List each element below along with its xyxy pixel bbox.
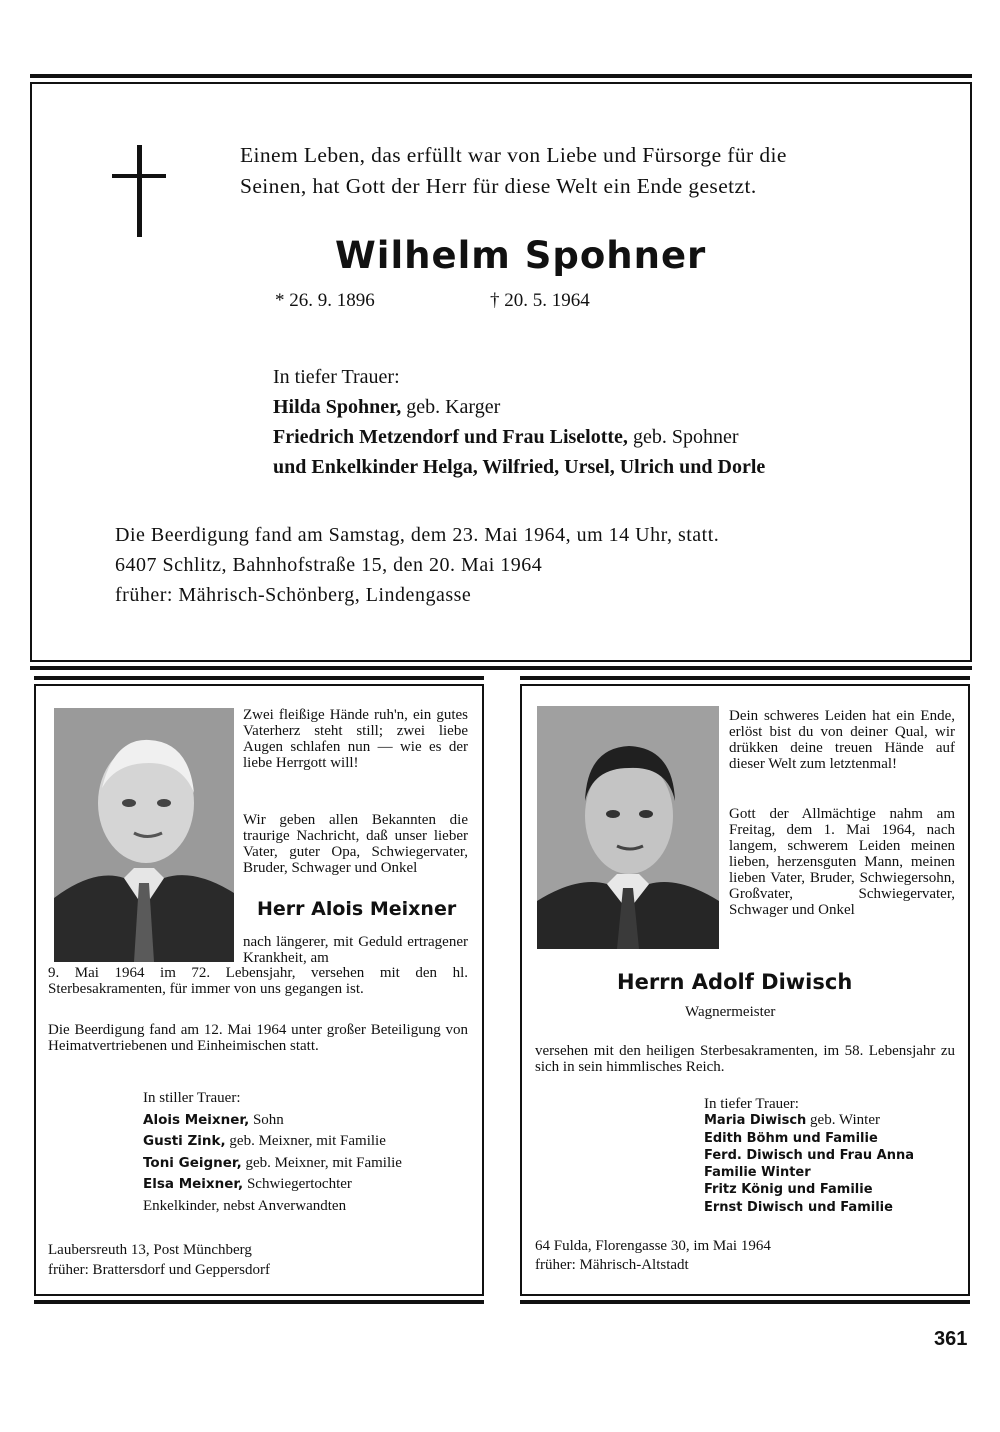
mourner-line: Alois Meixner, Sohn (143, 1111, 284, 1128)
text-meixner-2: 9. Mai 1964 im 72. Lebensjahr, versehen mit den hl. Sterbesakramenten, für immer von uns gegangen ist. (48, 965, 468, 997)
funeral-line-3: früher: Mährisch-Schönberg, Lindengasse (115, 584, 472, 606)
death-date: † 20. 5. 1964 (490, 290, 590, 311)
portrait-photo-diwisch (537, 706, 719, 949)
mourners-meixner (143, 1088, 402, 1218)
mourning-heading: In stiller Trauer: (143, 1090, 241, 1106)
mourning-heading: In tiefer Trauer: (704, 1096, 799, 1112)
mourner-line: Friedrich Metzendorf und Frau Liselotte, geb. Spohner (273, 426, 739, 448)
cross-icon-bar (112, 174, 166, 178)
mourners-diwisch (704, 1096, 914, 1216)
funeral-line-1: Die Beerdigung fand am Samstag, dem 23. Mai 1964, um 14 Uhr, statt. (115, 524, 720, 546)
address-diwisch: 64 Fulda, Florengasse 30, im Mai 1964 früher: Mährisch-Altstadt (535, 1238, 771, 1273)
announcement-diwisch: Gott der Allmächtige nahm am Freitag, dem 1. Mai 1964, nach langem, schwerem Leiden meinen lieben, herzensguten Mann, meinen lieben Vater, Bruder, Schwiegersohn, Großvater, Schwiegervater, Schwager und Onkel (729, 806, 955, 918)
mourner-line: Enkelkinder, nebst Anverwandten (143, 1197, 347, 1214)
mourner-line: Fritz König und Familie (704, 1182, 873, 1198)
intro-line-1: Einem Leben, das erfüllt war von Liebe und Fürsorge für die (240, 143, 787, 167)
name-diwisch: Herrn Adolf Diwisch (617, 970, 853, 994)
poem-diwisch: Dein schweres Leiden hat ein Ende, erlöst bist du von deiner Qual, wir drükken deine treuen Hände auf dieser Welt zum letztenmal! (729, 708, 955, 772)
mourner-line: Maria Diwisch geb. Winter (704, 1112, 880, 1129)
mourning-heading: In tiefer Trauer: (273, 366, 400, 388)
mourner-line: Ernst Diwisch und Familie (704, 1199, 893, 1215)
birth-date: * 26. 9. 1896 (275, 290, 375, 311)
mourner-line: Gusti Zink, geb. Meixner, mit Familie (143, 1133, 386, 1150)
deceased-name: Wilhelm Spohner (335, 234, 707, 277)
intro-text (240, 140, 940, 202)
cross-icon (137, 145, 142, 237)
funeral-line-2: 6407 Schlitz, Bahnhofstraße 15, den 20. Mai 1964 (115, 554, 543, 576)
mourner-line: Elsa Meixner, Schwiegertochter (143, 1176, 352, 1193)
mourner-line: Ferd. Diwisch und Frau Anna (704, 1147, 914, 1163)
page-number: 361 (934, 1328, 968, 1350)
mourner-line: und Enkelkinder Helga, Wilfried, Ursel, Ulrich und Dorle (273, 456, 766, 478)
intro-line-2: Seinen, hat Gott der Herr für diese Welt ein Ende gesetzt. (240, 174, 757, 198)
text-meixner-1: nach längerer, mit Geduld ertragener Krankheit, am (243, 934, 468, 966)
announcement-meixner: Wir geben allen Bekannten die traurige Nachricht, daß unser lieber Vater, guter Opa, Schwiegervater, Bruder, Schwager und Onkel (243, 812, 468, 876)
mourner-line: Hilda Spohner, geb. Karger (273, 396, 501, 418)
text-diwisch: versehen mit den heiligen Sterbesakramenten, im 58. Lebensjahr zu sich in sein himmlisches Reich. (535, 1043, 955, 1075)
mourner-line: Edith Böhm und Familie (704, 1130, 878, 1146)
name-meixner: Herr Alois Meixner (257, 898, 457, 920)
mourner-line: Familie Winter (704, 1165, 811, 1181)
mourner-line: Toni Geigner, geb. Meixner, mit Familie (143, 1154, 402, 1171)
funeral-meixner: Die Beerdigung fand am 12. Mai 1964 unter großer Beteiligung von Heimatvertriebenen und Einheimischen statt. (48, 1022, 468, 1054)
poem-meixner: Zwei fleißige Hände ruh'n, ein gutes Vaterherz steht still; zwei liebe Augen schlafen nun — wie es der liebe Herrgott will! (243, 707, 468, 771)
funeral-info (115, 520, 719, 610)
portrait-photo-meixner (54, 708, 234, 962)
occupation-diwisch: Wagnermeister (685, 1004, 776, 1020)
address-meixner: Laubersreuth 13, Post Münchberg früher: Brattersdorf und Geppersdorf (48, 1242, 271, 1278)
mourners-list (273, 362, 765, 482)
